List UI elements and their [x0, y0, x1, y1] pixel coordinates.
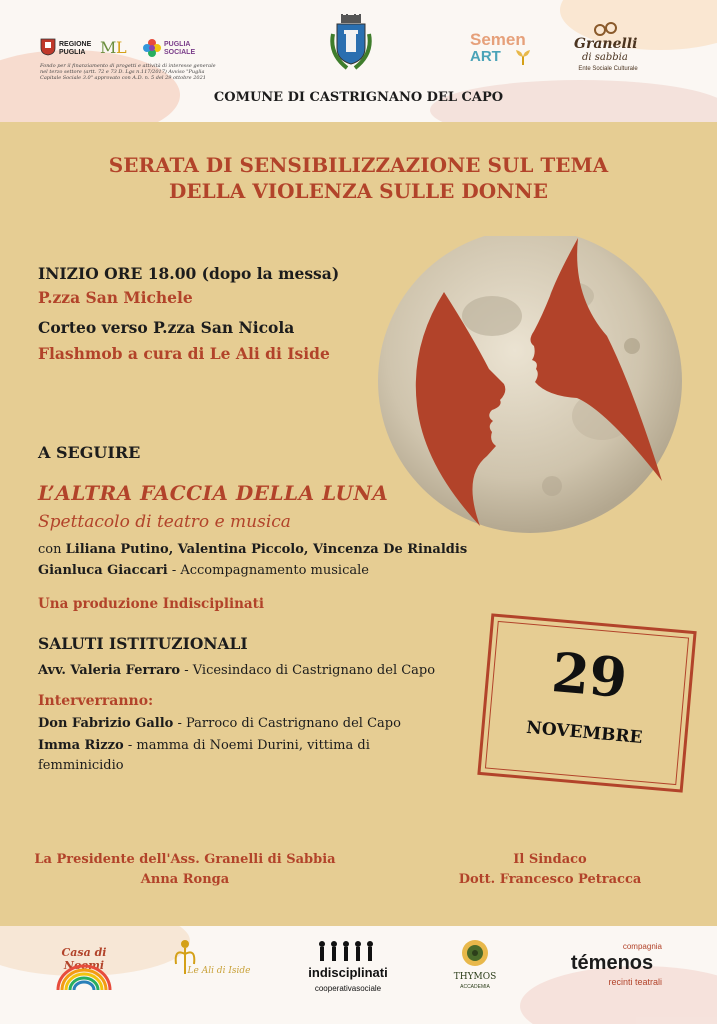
speaker2-name: Imma Rizzo [38, 738, 124, 753]
temenos-label: témenos [570, 952, 654, 974]
start-time: INIZIO ORE 18.00 (dopo la messa) [38, 264, 340, 283]
speaker1-name: Don Fabrizio Gallo [38, 716, 174, 731]
production-credit: Una produzione Indisciplinati [38, 596, 265, 612]
municipality-name: COMUNE DI CASTRIGNANO DEL CAPO [213, 90, 504, 105]
march-info: Corteo verso P.zza San Nicola [38, 318, 295, 337]
semenart-label-bottom: ART [470, 48, 501, 65]
start-place: P.zza San Michele [38, 288, 193, 307]
ali-di-iside-label: Le Ali di Iside [187, 966, 251, 976]
speakers-heading: Interverranno: [38, 693, 154, 709]
signature-left-title: La Presidente dell'Ass. Granelli di Sabbia [34, 852, 336, 867]
regione-puglia-label: REGIONE PUGLIA [59, 41, 92, 56]
indisciplinati-logo [300, 940, 396, 1002]
funding-note: Fondo per il finanziamento di progetti e attività di interesse generale nel terzo settore (artt. 72 e 73 D. Lgs n.117/2017) Avviso "Puglia Capitale Sociale 3.0" approvato con A.D. n. 5 del 29 ottobre 2021 [40, 63, 216, 81]
thymos-logo [448, 938, 502, 1004]
greeter-role: - Vicesindaco di Castrignano del Capo [180, 663, 436, 678]
event-title-line1: SERATA DI SENSIBILIZZAZIONE SUL TEMA [108, 153, 609, 177]
speaker2-role: - mamma di Noemi Durini, vittima di [123, 738, 370, 753]
footer-band [0, 926, 717, 1024]
ml-logo-icon [98, 36, 132, 58]
flashmob-info: Flashmob a cura di Le Ali di Iside [38, 344, 330, 363]
music-line [38, 563, 369, 578]
signature-right-name: Dott. Francesco Petracca [458, 872, 642, 887]
header-band [0, 0, 717, 122]
moon-illustration [372, 236, 682, 546]
granelli-label: Granelli [574, 36, 638, 52]
coat-of-arms-icon [327, 14, 375, 76]
casa-di-noemi-logo [48, 946, 120, 996]
temenos-toplabel: compagnia [622, 942, 662, 951]
signature-right [430, 850, 670, 890]
cast-prefix: con [38, 542, 66, 557]
music-role: - Accompagnamento musicale [167, 563, 369, 578]
semenart-logo [470, 30, 540, 70]
signature-left [30, 850, 340, 890]
municipality-crest [327, 14, 375, 76]
granelli-tagline: Ente Sociale Culturale [578, 66, 638, 72]
puglia-sociale-label: PUGLIA SOCIALE [164, 41, 196, 56]
signature-left-name: Anna Ronga [140, 872, 230, 887]
grains-icon [594, 22, 620, 36]
indisciplinati-label: indisciplinati [308, 965, 388, 980]
show-title: L’ALTRA FACCIA DELLA LUNA [38, 481, 389, 505]
speaker2-line [38, 738, 450, 753]
speaker2-role-continued: femminicidio [38, 758, 124, 773]
cast-line [38, 542, 467, 557]
puglia-sociale-logo [142, 38, 196, 62]
date-day: 29 [549, 639, 630, 711]
svg-text:M: M [100, 38, 117, 57]
music-name: Gianluca Giaccari [38, 563, 168, 578]
show-subtitle: Spettacolo di teatro e musica [38, 512, 291, 532]
date-stamp [477, 613, 696, 792]
speaker1-role: - Parroco di Castrignano del Capo [173, 716, 401, 731]
thymos-label: THYMOS [453, 972, 497, 982]
speaker1-line [38, 716, 401, 731]
moon-faces-icon [372, 236, 682, 546]
casa-di-noemi-label: Casa di Noemi [61, 946, 107, 972]
flower-icon [142, 38, 162, 58]
svg-text:L: L [116, 38, 127, 57]
rainbow-icon [54, 962, 114, 992]
main-panel [0, 122, 717, 926]
date-month: NOVEMBRE [525, 717, 644, 748]
next-heading: A SEGUIRE [38, 443, 141, 462]
granelli-sublabel: di sabbia [582, 52, 628, 63]
sunflower-icon [460, 938, 490, 968]
people-icon [316, 940, 380, 962]
greeter-name: Avv. Valeria Ferraro [38, 663, 181, 678]
regione-puglia-crest-icon [40, 38, 56, 56]
temenos-logo [562, 942, 662, 1002]
ali-di-iside-logo [170, 938, 250, 998]
thymos-sublabel: ACCADEMIA [460, 984, 490, 990]
regione-puglia-logo [40, 38, 92, 60]
indisciplinati-sublabel: cooperativasociale [314, 984, 382, 993]
event-title [0, 152, 717, 204]
temenos-sublabel: recinti teatrali [608, 977, 662, 987]
greeter-line [38, 663, 435, 678]
event-title-line2: DELLA VIOLENZA SULLE DONNE [169, 179, 548, 203]
greetings-heading: SALUTI ISTITUZIONALI [38, 634, 248, 653]
sprout-icon [514, 48, 532, 66]
ml-logo [98, 36, 132, 58]
cast-names: Liliana Putino, Valentina Piccolo, Vincenza De Rinaldis [65, 542, 468, 557]
semenart-label-top: Semen [470, 30, 526, 49]
signature-right-title: Il Sindaco [513, 852, 587, 867]
granelli-logo [568, 22, 648, 78]
